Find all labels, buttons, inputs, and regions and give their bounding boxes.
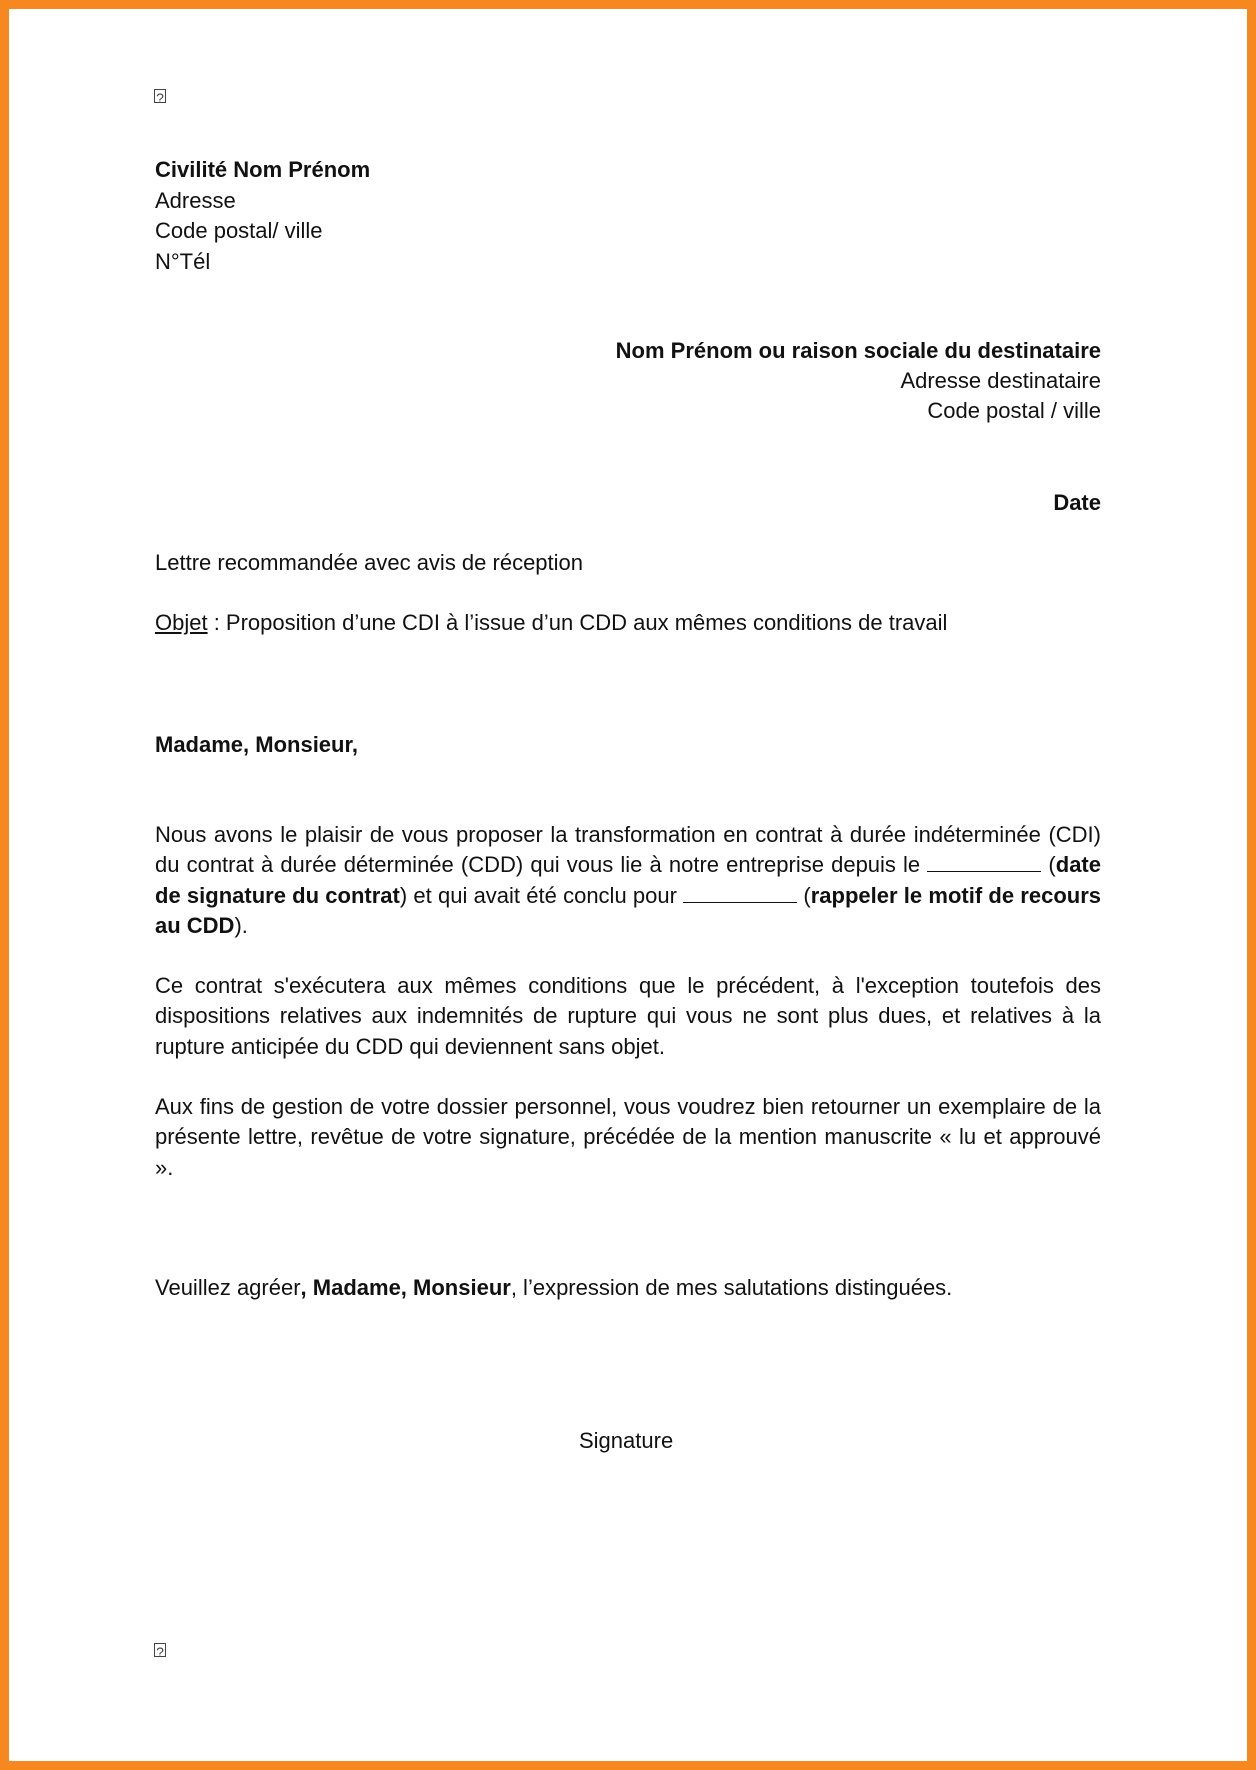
date-label: Date xyxy=(1053,490,1101,515)
recipient-block xyxy=(401,336,1101,426)
subject-label: Objet xyxy=(155,610,208,635)
closing-formula xyxy=(155,1273,952,1303)
blank-field-date xyxy=(927,851,1041,872)
subject-text: : Proposition d’une CDI à l’issue d’un CDD aux mêmes conditions de travail xyxy=(207,610,948,635)
recipient-address: Adresse destinataire xyxy=(900,368,1101,393)
paragraph-3: Aux fins de gestion de votre dossier personnel, vous voudrez bien retourner un exemplaire de la présente lettre, revêtue de votre signature, précédée de la mention manuscrite « lu et approuvé ». xyxy=(155,1094,1101,1180)
sender-address: Adresse xyxy=(155,187,236,213)
sender-postal-city: Code postal/ ville xyxy=(155,218,323,243)
salutation: Madame, Monsieur, xyxy=(155,732,358,757)
closing-text-a: Veuillez agréer xyxy=(155,1275,301,1300)
paragraph-1 xyxy=(155,820,1101,941)
paragraph-1-bold-motif: rappeler le motif de recours au CDD xyxy=(155,882,1101,938)
paragraph-1-text-a: Nous avons le plaisir de vous proposer la transformation en contrat à durée indéterminée (CDI) du contrat à durée déterminée (CDD) qui vous lie à notre entreprise depuis le xyxy=(155,822,1101,878)
closing-text-b: , l’expression de mes salutations distinguées. xyxy=(510,1275,953,1300)
paragraph-1-text-c: ) et qui avait été conclu pour xyxy=(399,882,684,908)
recipient-name: Nom Prénom ou raison sociale du destinataire xyxy=(615,338,1101,363)
blank-field-motif xyxy=(683,882,797,903)
sender-name: Civilité Nom Prénom xyxy=(155,157,371,182)
paragraph-1-text-d: ( xyxy=(797,882,811,908)
paragraph-1-bold-date: date de signature du contrat xyxy=(155,852,1101,908)
subject-line xyxy=(155,608,947,638)
sender-block xyxy=(155,155,370,277)
placeholder-glyph-bottom: ? xyxy=(154,1643,166,1657)
signature-label: Signature xyxy=(579,1428,674,1453)
placeholder-glyph-top: ? xyxy=(154,89,166,103)
paragraph-1-text-b: ( xyxy=(1041,852,1056,878)
paragraph-1-text-e: ). xyxy=(234,912,248,938)
closing-bold: , Madame, Monsieur xyxy=(300,1275,511,1300)
sender-phone: N°Tél xyxy=(155,248,211,274)
recipient-postal-city: Code postal / ville xyxy=(927,398,1101,423)
delivery-mode: Lettre recommandée avec avis de réception xyxy=(155,550,584,575)
paragraph-2: Ce contrat s'exécutera aux mêmes conditions que le précédent, à l'exception toutefois des dispositions relatives aux indemnités de rupture qui vous ne sont plus dues, et relatives à la rupture anticipée du CDD qui deviennent sans objet. xyxy=(155,973,1101,1059)
